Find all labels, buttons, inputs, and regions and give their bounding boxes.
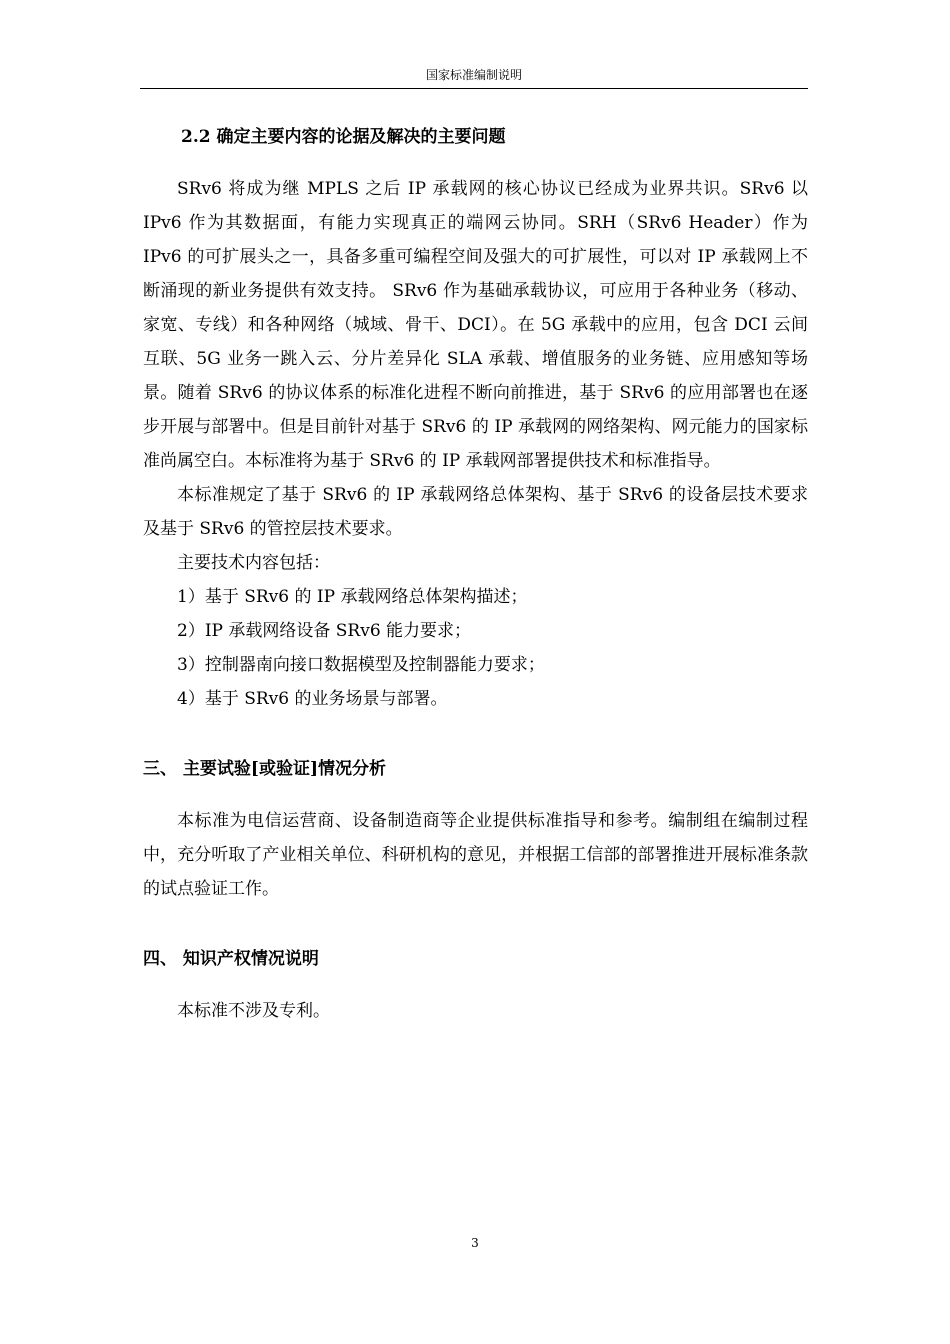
list-item: 1）基于 SRv6 的 IP 承载网络总体架构描述； [177,587,528,607]
list-item: 2）IP 承载网络设备 SRv6 能力要求； [177,621,472,641]
header-rule [140,88,808,89]
document-body [143,120,808,1028]
paragraph: SRv6 将成为继 MPLS 之后 IP 承载网的核心协议已经成为业界共识。SRv6 以 IPv6 作为其数据面，有能力实现真正的端网云协同。SRH（SRv6 Header）作为 IPv6 的可扩展头之一，具备多重可编程空间及强大的可扩展性，可以对 IP 承载网上不断涌现的新业务提供有效支持。 SRv6 作为基础承载协议，可应用于各种业务（移动、家宽、专线）和各种网络（城域、骨干、DCI）。在 5G 承载中的应用，包含 DCI 云间互联、5G 业务一跳入云、分片差异化 SLA 承载、增值服务的业务链、应用感知等场景。随着 SRv6 的协议体系的标准化进程不断向前推进，基于 SRv6 的应用部署也在逐步开展与部署中。但是目前针对基于 SRv6 的 IP 承载网的网络架构、网元能力的国家标准尚属空白。本标准将为基于 SRv6 的 IP 承载网部署提供技术和标准指导。 [143,179,808,471]
paragraph: 本标准为电信运营商、设备制造商等企业提供标准指导和参考。编制组在编制过程中，充分听取了产业相关单位、科研机构的意见，并根据工信部的部署推进开展标准条款的试点验证工作。 [143,811,808,899]
paragraph: 本标准规定了基于 SRv6 的 IP 承载网络总体架构、基于 SRv6 的设备层技术要求及基于 SRv6 的管控层技术要求。 [143,485,808,539]
section-3-heading: 三、 主要试验[或验证]情况分析 [143,759,387,779]
section-2-2-heading: 2.2 确定主要内容的论据及解决的主要问题 [181,127,506,147]
paragraph: 本标准不涉及专利。 [177,1001,330,1021]
paragraph: 主要技术内容包括： [177,553,330,573]
list-item: 4）基于 SRv6 的业务场景与部署。 [177,689,448,709]
page-number: 3 [471,1236,479,1250]
list-item: 3）控制器南向接口数据模型及控制器能力要求； [177,655,545,675]
running-header: 国家标准编制说明 [425,68,522,82]
section-4-heading: 四、 知识产权情况说明 [143,949,319,969]
